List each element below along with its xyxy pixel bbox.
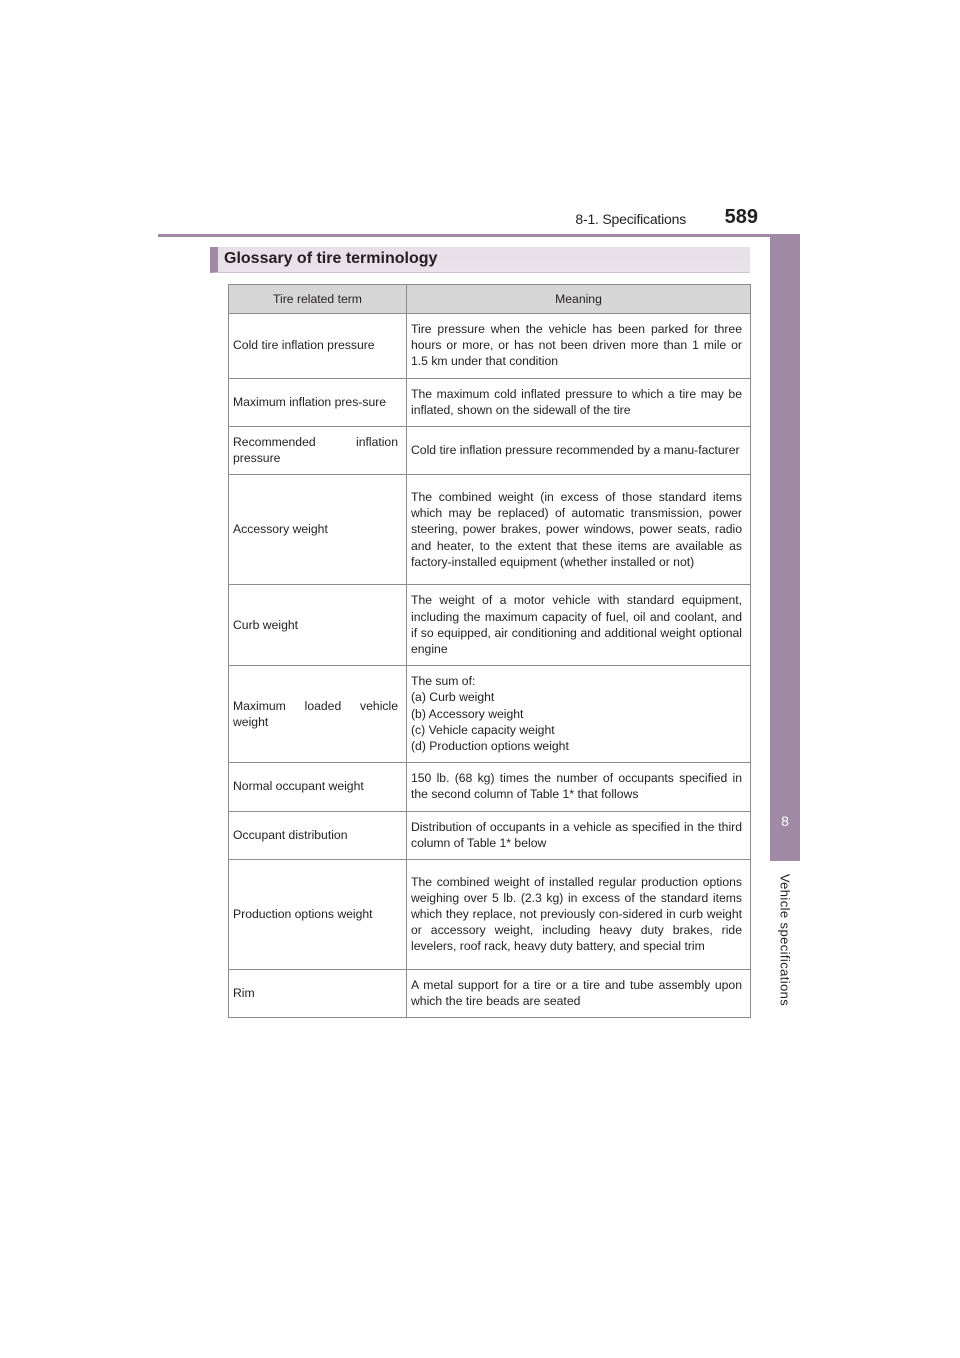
meaning-cell: The maximum cold inflated pressure to which a tire may be inflated, shown on the sidewall of the tire xyxy=(407,378,751,426)
column-header-term: Tire related term xyxy=(229,285,407,314)
table-row xyxy=(229,427,751,475)
glossary-heading-text: Glossary of tire terminology xyxy=(224,250,438,267)
meaning-cell: The combined weight (in excess of those standard items which may be replaced) of automatic transmission, power steering, power brakes, power windows, power seats, radio and heater, to the extent that these items are available as factory-installed equipment (whether installed or not) xyxy=(407,475,751,585)
term-cell: Maximum inflation pres-sure xyxy=(229,378,407,426)
term-cell: Cold tire inflation pressure xyxy=(229,314,407,379)
page-header xyxy=(158,200,800,237)
term-cell: Normal occupant weight xyxy=(229,763,407,811)
term-cell: Occupant distribution xyxy=(229,811,407,859)
meaning-cell: Distribution of occupants in a vehicle as specified in the third column of Table 1* below xyxy=(407,811,751,859)
table-row xyxy=(229,860,751,970)
term-cell: Recommended inflation pressure xyxy=(229,427,407,475)
meaning-cell: The sum of: (a) Curb weight (b) Accessory weight (c) Vehicle capacity weight (d) Production options weight xyxy=(407,666,751,763)
chapter-tab xyxy=(770,235,800,861)
table-row xyxy=(229,763,751,811)
meaning-cell: Cold tire inflation pressure recommended by a manu-facturer xyxy=(407,427,751,475)
meaning-cell: The weight of a motor vehicle with standard equipment, including the maximum capacity of fuel, oil and coolant, and if so equipped, air conditioning and additional weight optional engine xyxy=(407,585,751,666)
table-row xyxy=(229,970,751,1018)
term-cell: Accessory weight xyxy=(229,475,407,585)
term-cell: Curb weight xyxy=(229,585,407,666)
column-header-meaning: Meaning xyxy=(407,285,751,314)
table-header-row xyxy=(229,285,751,314)
meaning-cell: The combined weight of installed regular production options weighing over 5 lb. (2.3 kg) in excess of the standard items which they replace, not previously con-sidered in curb weight or accessory weight, including heavy duty brakes, ride levelers, roof rack, heavy duty battery, and special trim xyxy=(407,860,751,970)
table-row xyxy=(229,314,751,379)
table-row xyxy=(229,666,751,763)
chapter-number: 8 xyxy=(781,813,789,829)
meaning-cell: 150 lb. (68 kg) times the number of occupants specified in the second column of Table 1* that follows xyxy=(407,763,751,811)
glossary-table xyxy=(228,284,751,1018)
section-title: 8-1. Specifications xyxy=(575,211,686,227)
table-row xyxy=(229,585,751,666)
table-row xyxy=(229,811,751,859)
term-cell: Maximum loaded vehicle weight xyxy=(229,666,407,763)
chapter-title: Vehicle specifications xyxy=(777,873,793,1007)
term-cell: Rim xyxy=(229,970,407,1018)
term-cell: Production options weight xyxy=(229,860,407,970)
table-row xyxy=(229,475,751,585)
table-row xyxy=(229,378,751,426)
meaning-cell: A metal support for a tire or a tire and tube assembly upon which the tire beads are seated xyxy=(407,970,751,1018)
page-number: 589 xyxy=(724,206,758,228)
glossary-heading xyxy=(210,247,750,273)
meaning-cell: Tire pressure when the vehicle has been parked for three hours or more, or has not been driven more than 1 mile or 1.5 km under that condition xyxy=(407,314,751,379)
